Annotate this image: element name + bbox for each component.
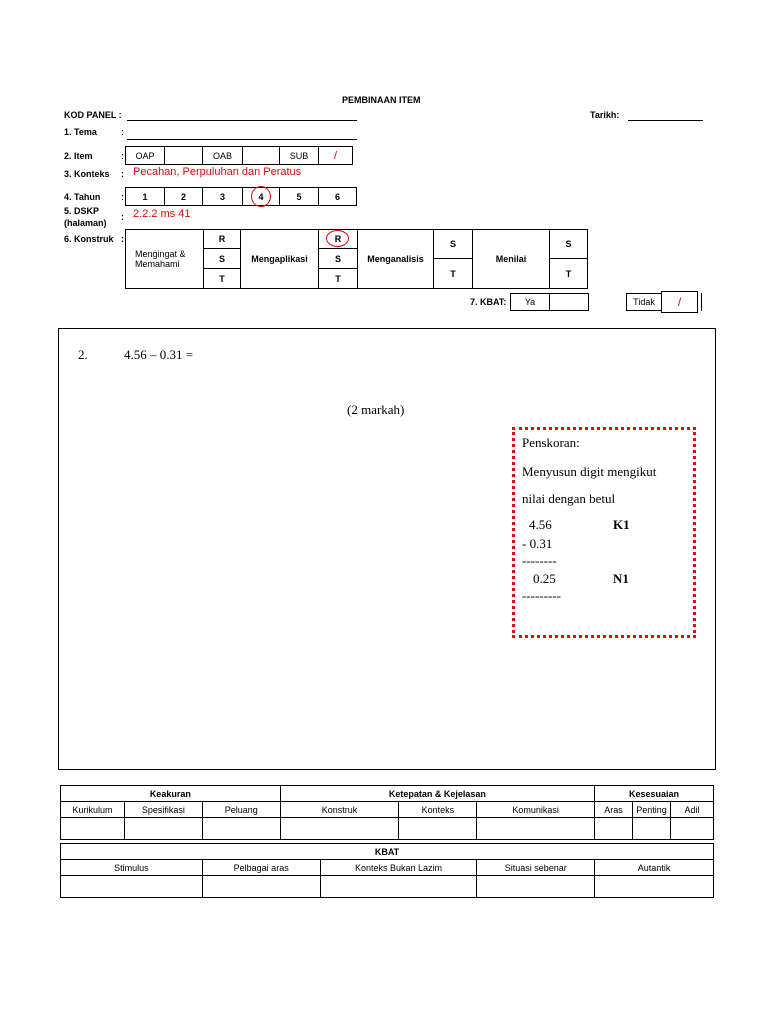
kbat-table xyxy=(60,843,714,898)
question-text: 4.56 – 0.31 = xyxy=(124,347,194,362)
konstruk-c4-s[interactable]: S xyxy=(549,229,588,259)
col-konstruk: Konstruk xyxy=(280,802,399,818)
kbat-cell[interactable] xyxy=(320,876,477,898)
scoring-title: Penskoran: xyxy=(522,435,580,450)
kod-panel-label: KOD PANEL : xyxy=(64,110,122,120)
scoring-row3-num: 0.25 xyxy=(533,571,556,586)
review-cell[interactable] xyxy=(670,818,713,840)
review-cell[interactable] xyxy=(399,818,477,840)
col-peluang: Peluang xyxy=(202,802,280,818)
kbat-tidak-box-edge xyxy=(701,293,704,311)
tahun-6[interactable]: 6 xyxy=(318,187,357,206)
item-option-oab: OAB xyxy=(202,146,243,165)
col-penting: Penting xyxy=(633,802,671,818)
col-kurikulum: Kurikulum xyxy=(61,802,125,818)
konstruk-selected-circle xyxy=(326,230,349,247)
col-konteks: Konteks xyxy=(399,802,477,818)
konstruk-label: 6. Konstruk xyxy=(64,234,114,244)
scoring-row1-mark: K1 xyxy=(613,517,630,532)
dskp-value: 2.2.2 ms 41 xyxy=(133,208,191,220)
col-autantik: Autantik xyxy=(595,860,714,876)
scoring-row2: - 0.31 xyxy=(522,536,553,551)
konstruk-c2-r[interactable]: R xyxy=(318,229,358,249)
tahun-2[interactable]: 2 xyxy=(164,187,203,206)
review-table xyxy=(60,785,714,840)
kbat-table-title: KBAT xyxy=(61,844,714,860)
col-aras: Aras xyxy=(595,802,633,818)
col-adil: Adil xyxy=(670,802,713,818)
question-number: 2. xyxy=(78,347,88,362)
dskp-label: 5. DSKP xyxy=(64,206,100,216)
dskp-colon: : xyxy=(121,212,124,222)
konstruk-c1-t[interactable]: T xyxy=(203,268,241,289)
item-box-sub[interactable]: / xyxy=(318,146,353,165)
review-cell[interactable] xyxy=(61,818,125,840)
kbat-cell[interactable] xyxy=(202,876,320,898)
col-spesifikasi: Spesifikasi xyxy=(124,802,202,818)
col-pelbagai-aras: Pelbagai aras xyxy=(202,860,320,876)
konstruk-c3-s[interactable]: S xyxy=(433,229,473,259)
tema-field[interactable] xyxy=(127,139,357,140)
konstruk-c4-t[interactable]: T xyxy=(549,258,588,289)
scoring-row1-num: 4.56 xyxy=(529,517,552,532)
col-situasi-sebenar: Situasi sebenar xyxy=(477,860,595,876)
group-keakuran: Keakuran xyxy=(61,786,281,802)
konstruk-c1-s[interactable]: S xyxy=(203,248,241,269)
review-cell[interactable] xyxy=(595,818,633,840)
tahun-label: 4. Tahun xyxy=(64,192,101,202)
review-cell[interactable] xyxy=(124,818,202,840)
konstruk-c1-r[interactable]: R xyxy=(203,229,241,249)
scoring-line1: Menyusun digit mengikut xyxy=(522,464,657,479)
kbat-label: 7. KBAT: xyxy=(470,297,507,307)
tema-label: 1. Tema xyxy=(64,127,97,137)
col-stimulus: Stimulus xyxy=(61,860,203,876)
review-cell[interactable] xyxy=(202,818,280,840)
page-title: PEMBINAAN ITEM xyxy=(342,95,421,105)
group-kesesuaian: Kesesuaian xyxy=(595,786,714,802)
konstruk-menganalisis: Menganalisis xyxy=(357,229,434,289)
dskp-sublabel: (halaman) xyxy=(64,218,107,228)
scoring-line2: nilai dengan betul xyxy=(522,491,616,506)
tahun-4[interactable]: 4 xyxy=(242,187,280,206)
group-ketepatan: Ketepatan & Kejelasan xyxy=(280,786,594,802)
review-cell[interactable] xyxy=(477,818,595,840)
item-option-oap: OAP xyxy=(125,146,165,165)
kod-panel-field[interactable] xyxy=(127,120,357,121)
review-cell[interactable] xyxy=(633,818,671,840)
konstruk-c3-t[interactable]: T xyxy=(433,258,473,289)
konstruk-mengaplikasi: Mengaplikasi xyxy=(240,229,319,289)
item-label: 2. Item xyxy=(64,151,93,161)
konteks-label: 3. Konteks xyxy=(64,169,110,179)
scoring-row3-mark: N1 xyxy=(613,571,629,586)
konteks-value: Pecahan, Perpuluhan dan Peratus xyxy=(133,166,302,178)
item-box-oab[interactable] xyxy=(242,146,280,165)
review-cell[interactable] xyxy=(280,818,399,840)
item-colon: : xyxy=(121,151,124,161)
tarikh-label: Tarikh: xyxy=(590,110,620,120)
tema-colon: : xyxy=(121,127,124,137)
kbat-cell[interactable] xyxy=(477,876,595,898)
tahun-5[interactable]: 5 xyxy=(279,187,319,206)
col-komunikasi: Komunikasi xyxy=(477,802,595,818)
kbat-cell[interactable] xyxy=(595,876,714,898)
item-box-oap[interactable] xyxy=(164,146,203,165)
konstruk-mengingat: Mengingat & Memahami xyxy=(125,229,204,289)
tahun-colon: : xyxy=(121,192,124,202)
tarikh-field[interactable] xyxy=(628,120,703,121)
konstruk-c2-s[interactable]: S xyxy=(318,248,358,269)
item-option-sub: SUB xyxy=(279,146,319,165)
tahun-1[interactable]: 1 xyxy=(125,187,165,206)
question-marks: (2 markah) xyxy=(347,402,405,417)
konstruk-colon: : xyxy=(121,234,124,244)
kbat-cell[interactable] xyxy=(61,876,203,898)
konstruk-menilai: Menilai xyxy=(472,229,550,289)
kbat-tidak-box[interactable]: / xyxy=(661,291,698,313)
kbat-tidak: Tidak xyxy=(626,293,662,311)
konteks-colon: : xyxy=(121,169,124,179)
kbat-ya-box[interactable] xyxy=(549,293,589,311)
konstruk-c2-t[interactable]: T xyxy=(318,268,358,289)
tahun-3[interactable]: 3 xyxy=(202,187,243,206)
scoring-sep1: -------- xyxy=(522,553,557,568)
col-konteks-bukan-lazim: Konteks Bukan Lazim xyxy=(320,860,477,876)
kbat-ya: Ya xyxy=(510,293,550,311)
scoring-sep2: --------- xyxy=(522,588,561,603)
tahun-selected-circle xyxy=(251,186,271,207)
